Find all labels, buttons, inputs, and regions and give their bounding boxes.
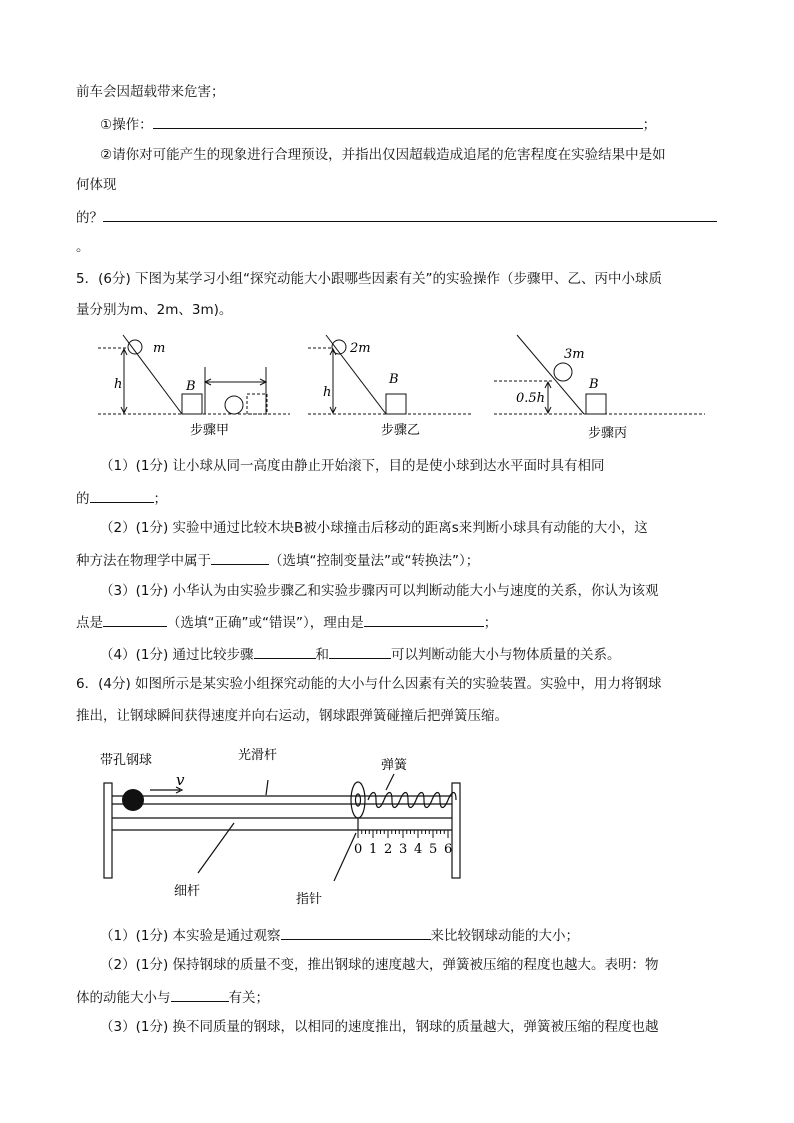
label-spring: 弹簧 (381, 758, 408, 773)
q5-s2 (76, 550, 479, 570)
mass-label-3m: 3m (564, 347, 585, 362)
q4-op-end: ； (642, 117, 657, 133)
scale-label: 6 (444, 842, 453, 857)
label-thin-rod: 细杆 (174, 884, 201, 899)
scale-ticks (358, 830, 448, 838)
q5-s3-text2: 点是 (76, 615, 103, 631)
scale-label: 4 (414, 842, 423, 857)
q6-s1 (100, 925, 579, 945)
q5-s4-text2: 和 (315, 647, 330, 663)
q5-s3-blank2[interactable] (364, 612, 484, 627)
scale-label: 2 (384, 842, 393, 857)
q4-line1: 前车会因超载带来危害； (76, 84, 225, 100)
height-label: h (323, 385, 332, 400)
q5-s3-blank1[interactable] (103, 612, 167, 627)
q5-s4-text: （4）(1分) 通过比较步骤 (100, 647, 254, 663)
block-label: B (389, 372, 399, 387)
q5-s1 (100, 457, 605, 475)
q5-s2-text3: （选填“控制变量法”或“转换法”）； (269, 553, 480, 569)
scale-label: 5 (429, 842, 438, 857)
q4-op-blank[interactable] (153, 114, 643, 129)
spring-coil (368, 793, 456, 808)
label-steel-ball: 带孔钢球 (100, 753, 153, 768)
q4-p2-line (76, 176, 117, 194)
mass-label-m: m (153, 341, 166, 356)
pointer-ring (351, 782, 365, 818)
q5-s3 (76, 612, 497, 632)
left-post (104, 783, 112, 878)
q5-s2 (100, 519, 648, 537)
q5-s3-text3: （选填“正确”或“错误”），理由是 (167, 615, 364, 631)
label-velocity: v (176, 771, 185, 789)
q4-p2-text2: 何体现 (76, 177, 117, 193)
q6-s2-blank[interactable] (171, 987, 229, 1002)
scale-labels (354, 842, 452, 857)
step-a-diagram (98, 335, 290, 414)
q5-s4-blank1[interactable] (254, 644, 316, 659)
q6-intro (76, 675, 662, 693)
block-b (586, 394, 606, 414)
q5-figure (0, 330, 794, 448)
q5-s1-text2: 的 (76, 491, 90, 507)
q5-s3-text: （3）(1分) 小华认为由实验步骤乙和实验步骤丙可以判断动能大小与速度的关系，你认为该观 (100, 583, 659, 599)
q5-s3 (100, 582, 659, 600)
q5-s4 (100, 644, 621, 664)
q4-p2-text3: 的？ (76, 210, 103, 226)
q5-s1 (76, 488, 167, 508)
q6-intro-text1: 6．(4分) 如图所示是某实验小组探究动能的大小与什么因素有关的实验装置。实验中，用力将钢球 (76, 676, 662, 692)
q6-s2-text3: 有关； (228, 990, 269, 1006)
q6-figure (0, 738, 794, 918)
steel-ball (122, 789, 144, 811)
ball (554, 363, 572, 381)
caption-step-b: 步骤乙 (381, 423, 421, 438)
label-smooth-rod: 光滑杆 (238, 748, 278, 763)
q5-s1-text: （1）(1分) 让小球从同一高度由静止开始滚下，目的是使小球到达水平面时具有相同 (100, 458, 605, 474)
label-pointer: 指针 (296, 892, 323, 907)
block-label: B (186, 379, 196, 394)
block-label: B (589, 377, 599, 392)
q6-s2 (76, 987, 269, 1007)
q4-p2-line (100, 146, 666, 164)
q6-intro-text2: 推出，让钢球瞬间获得速度并向右运动，钢球跟弹簧碰撞后把弹簧压缩。 (76, 708, 508, 724)
scale-label: 1 (369, 842, 378, 857)
q5-s1-end: ； (153, 491, 167, 507)
q5-intro-text2: 量分别为m、2m、3m)。 (76, 302, 233, 318)
q6-s3-text: （3）(1分) 换不同质量的钢球，以相同的速度推出，钢球的质量越大，弹簧被压缩的程度也越 (100, 1019, 659, 1035)
q5-intro-text1: 5．(6分) 下图为某学习小组“探究动能大小跟哪些因素有关”的实验操作（步骤甲、乙、丙中小球质 (76, 271, 662, 287)
q4-end-mark: 。 (76, 239, 90, 255)
q4-p2-text1: ②请你对可能产生的现象进行合理预设，并指出仅因超载造成追尾的危害程度在实验结果中是如 (100, 147, 666, 163)
mass-label-2m: 2m (350, 341, 371, 356)
ball-rest (225, 396, 243, 414)
height-label: h (114, 377, 123, 392)
q4-operation-line (100, 114, 656, 134)
q4-p2-line (76, 207, 717, 227)
q6-s1-text2: 来比较钢球动能的大小； (430, 928, 580, 944)
q4-p2-blank[interactable] (103, 207, 717, 222)
q6-intro (76, 707, 508, 725)
q6-s2-text2: 体的动能大小与 (76, 990, 171, 1006)
q5-s2-text2: 种方法在物理学中属于 (76, 553, 211, 569)
q5-s2-blank[interactable] (211, 550, 269, 565)
q4-text-line (76, 83, 225, 101)
q6-s3 (100, 1018, 659, 1036)
q5-s3-end: ； (483, 615, 498, 631)
height-label-half: 0.5h (516, 391, 546, 406)
scale-label: 3 (399, 842, 408, 857)
caption-step-c: 步骤丙 (588, 426, 628, 441)
rod-label-leader (266, 780, 268, 795)
q5-intro (76, 270, 662, 288)
q6-s2-text: （2）(1分) 保持钢球的质量不变，推出钢球的速度越大，弹簧被压缩的程度也越大。表明：物 (100, 957, 659, 973)
block-moved (247, 394, 267, 414)
spring-label-leader (386, 774, 394, 790)
q5-s4-blank2[interactable] (329, 644, 391, 659)
block-b (182, 394, 202, 414)
q5-s4-text3: 可以判断动能大小与物体质量的关系。 (391, 647, 621, 663)
q5-intro (76, 301, 232, 319)
q4-end-line (76, 238, 90, 256)
q5-s1-blank[interactable] (90, 488, 154, 503)
scale-label: 0 (354, 842, 363, 857)
caption-step-a: 步骤甲 (190, 423, 230, 438)
q6-s1-blank[interactable] (281, 925, 431, 940)
block-b (386, 394, 406, 414)
q4-op-label: ①操作： (100, 117, 153, 133)
q5-s2-text: （2）(1分) 实验中通过比较木块B被小球撞击后移动的距离s来判断小球具有动能的大小，这 (100, 520, 648, 536)
q6-s1-text: （1）(1分) 本实验是通过观察 (100, 928, 281, 944)
pointer-label-leader (334, 833, 356, 881)
q6-s2 (100, 956, 659, 974)
